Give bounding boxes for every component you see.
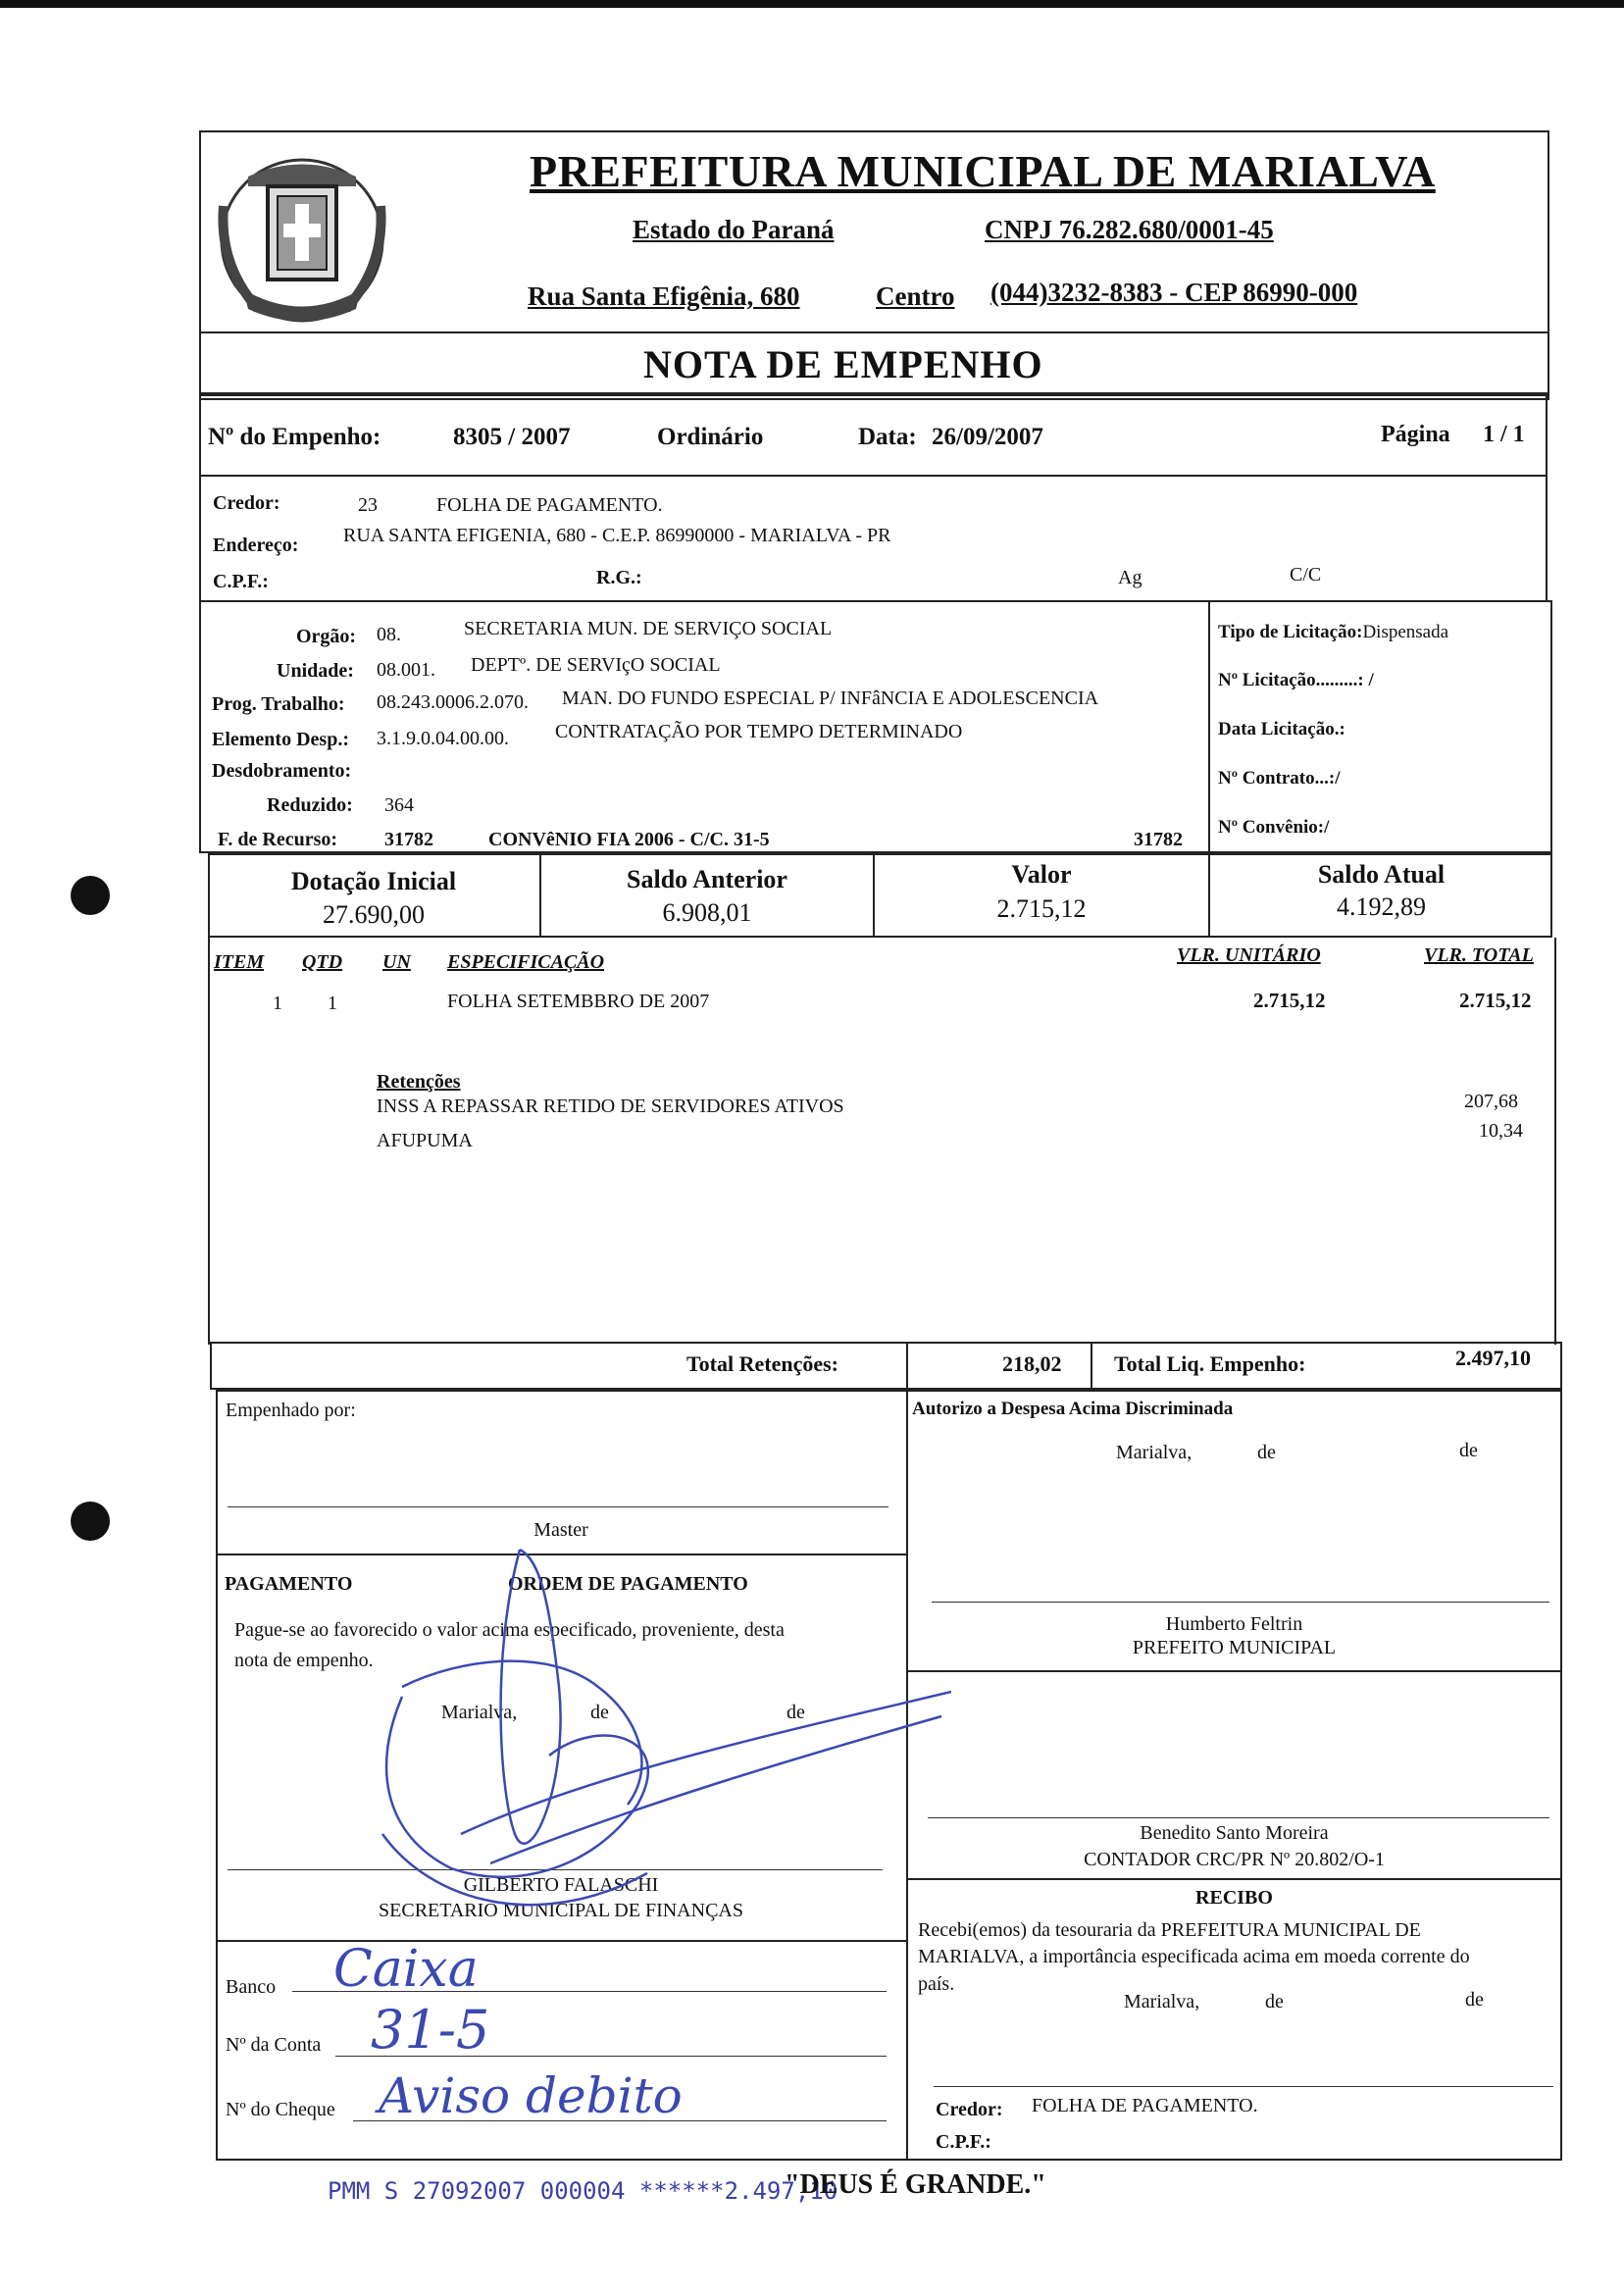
retencao-value: 207,68 — [1464, 1091, 1518, 1112]
pagamento-de-2: de — [787, 1702, 805, 1723]
empenho-number-label: Nº do Empenho: — [208, 424, 381, 450]
col-item: ITEM — [214, 951, 265, 973]
phone-cep-label: (044)3232-8383 - CEP 86990-000 — [990, 278, 1358, 307]
col-unit-price: VLR. UNITÁRIO — [1177, 944, 1321, 966]
orgao-code: 08. — [377, 624, 401, 645]
credor-name: FOLHA DE PAGAMENTO. — [436, 494, 663, 516]
conta-label: Nº da Conta — [226, 2034, 322, 2056]
recurso-code-2: 31782 — [1134, 829, 1183, 850]
contrato-number: Nº Contrato...:/ — [1218, 768, 1341, 789]
prog-name: MAN. DO FUNDO ESPECIAL P/ INFâNCIA E ADOLESCENCIA — [562, 688, 1099, 709]
motto: "DEUS É GRANDE." — [785, 2169, 1046, 2200]
dotacao-inicial-value: 27.690,00 — [323, 900, 425, 929]
recibo-text-3: país. — [918, 1973, 955, 1995]
pagamento-text-1: Pague-se ao favorecido o valor acima especificado, proveniente, desta — [234, 1619, 785, 1641]
col-qtd: QTD — [302, 951, 343, 973]
valor-value: 2.715,12 — [996, 894, 1087, 923]
credor-code: 23 — [358, 494, 378, 516]
elemento-label: Elemento Desp.: — [212, 729, 349, 750]
dotacao-inicial-label: Dotação Inicial — [290, 867, 457, 895]
recibo-title: RECIBO — [1195, 1887, 1273, 1909]
ordem-pagamento-title: ORDEM DE PAGAMENTO — [508, 1573, 748, 1595]
convenio-number: Nº Convênio:/ — [1218, 817, 1330, 838]
item-total: 2.715,12 — [1459, 989, 1532, 1012]
divider — [199, 331, 1548, 333]
recurso-label: F. de Recurso: — [218, 829, 338, 850]
reduzido-label: Reduzido: — [267, 794, 353, 816]
reduzido-value: 364 — [384, 794, 414, 816]
banco-handwritten: Caixa — [333, 1940, 479, 1999]
retencao-value: 10,34 — [1479, 1120, 1523, 1142]
autorizo-label: Autorizo a Despesa Acima Discriminada — [912, 1399, 1234, 1419]
rg-label: R.G.: — [596, 567, 642, 588]
cpf-label: C.P.F.: — [213, 571, 269, 592]
contador-role: CONTADOR CRC/PR Nº 20.802/O-1 — [1084, 1849, 1385, 1870]
pagamento-title: PAGAMENTO — [225, 1573, 353, 1595]
licitacao-date: Data Licitação.: — [1218, 719, 1345, 739]
recibo-de-2: de — [1465, 1989, 1484, 2011]
secretario-name: GILBERTO FALASCHI — [463, 1874, 659, 1896]
divider — [906, 1878, 1562, 1880]
orgao-label: Orgão: — [296, 626, 357, 647]
scan-top-border — [0, 0, 1624, 8]
valor-label: Valor — [1011, 860, 1072, 889]
signature-line — [228, 1506, 888, 1507]
licitacao-number: Nº Licitação.........: / — [1218, 670, 1374, 690]
desdobramento-label: Desdobramento: — [212, 760, 352, 782]
divider — [1208, 600, 1210, 853]
recibo-text-2: MARIALVA, a importância especificada acima em moeda corrente do — [918, 1946, 1470, 1967]
autorizo-de-2: de — [1459, 1440, 1478, 1461]
recibo-credor-label: Credor: — [936, 2099, 1003, 2120]
signature-line — [934, 2086, 1553, 2087]
signature-line — [932, 1602, 1549, 1603]
autorizo-place: Marialva, — [1116, 1442, 1193, 1463]
retencoes-title: Retenções — [377, 1071, 461, 1093]
empenho-date: 26/09/2007 — [932, 424, 1043, 450]
pagamento-place: Marialva, — [441, 1702, 518, 1723]
prog-code: 08.243.0006.2.070. — [377, 691, 529, 713]
divider — [906, 1342, 908, 1390]
pagamento-de-1: de — [590, 1702, 609, 1723]
cheque-label: Nº do Cheque — [226, 2099, 335, 2120]
punch-hole — [71, 876, 110, 915]
credor-label: Credor: — [213, 492, 280, 514]
totals-box — [210, 1342, 1562, 1390]
district-label: Centro — [876, 281, 955, 311]
autorizo-de-1: de — [1257, 1442, 1276, 1463]
col-spec: ESPECIFICAÇÃO — [447, 951, 605, 973]
ag-label: Ag — [1118, 567, 1142, 588]
retencao-desc: INSS A REPASSAR RETIDO DE SERVIDORES ATIVOS — [377, 1096, 844, 1117]
licitacao-type — [1218, 622, 1448, 643]
total-liq-label: Total Liq. Empenho: — [1114, 1351, 1306, 1376]
cc-label: C/C — [1290, 564, 1322, 586]
recibo-credor: FOLHA DE PAGAMENTO. — [1032, 2095, 1258, 2116]
contador-name: Benedito Santo Moreira — [1140, 1822, 1329, 1844]
address-label: Endereço: — [213, 535, 299, 556]
unidade-code: 08.001. — [377, 659, 435, 681]
elemento-code: 3.1.9.0.04.00.00. — [377, 728, 509, 749]
recibo-place: Marialva, — [1124, 1991, 1200, 2013]
prefeito-role: PREFEITO MUNICIPAL — [1132, 1637, 1337, 1658]
saldo-atual-value: 4.192,89 — [1337, 892, 1426, 921]
prog-label: Prog. Trabalho: — [212, 693, 345, 715]
municipal-coat-of-arms — [209, 147, 395, 333]
municipality-title: PREFEITURA MUNICIPAL DE MARIALVA — [530, 146, 1436, 196]
item-number: 1 — [273, 993, 282, 1014]
recibo-text-1: Recebi(emos) da tesouraria da PREFEITURA MUNICIPAL DE — [918, 1919, 1421, 1941]
page-number: 1 / 1 — [1483, 422, 1525, 447]
item-unit-price: 2.715,12 — [1253, 989, 1326, 1012]
secretario-role: SECRETARIO MUNICIPAL DE FINANÇAS — [379, 1900, 743, 1921]
document-title: NOTA DE EMPENHO — [643, 342, 1043, 386]
conta-handwritten: 31-5 — [371, 1999, 490, 2061]
saldo-anterior-value: 6.908,01 — [662, 898, 752, 927]
total-liq-value: 2.497,10 — [1455, 1346, 1531, 1370]
empenho-number: 8305 / 2007 — [453, 424, 571, 450]
state-label: Estado do Paraná — [633, 215, 835, 244]
recurso-name: CONVêNIO FIA 2006 - C/C. 31-5 — [488, 829, 770, 850]
saldo-anterior-label: Saldo Anterior — [627, 865, 787, 893]
prefeito-name: Humberto Feltrin — [1165, 1613, 1303, 1635]
elemento-name: CONTRATAÇÃO POR TEMPO DETERMINADO — [555, 721, 963, 742]
saldo-atual-label: Saldo Atual — [1317, 860, 1446, 889]
divider — [216, 1940, 906, 1942]
licitacao-type-value: Dispensada — [1362, 622, 1449, 642]
payment-stamp: PMM S 27092007 000004 ******2.497,10 — [328, 2177, 838, 2205]
handwritten-signature — [343, 1540, 951, 1932]
banco-label: Banco — [226, 1976, 277, 1998]
empenhado-signer: Master — [533, 1519, 588, 1541]
credor-address: RUA SANTA EFIGENIA, 680 - C.E.P. 86990000 - MARIALVA - PR — [343, 525, 891, 546]
empenhado-label: Empenhado por: — [226, 1400, 356, 1421]
licitacao-type-label: Tipo de Licitação: — [1218, 622, 1363, 642]
total-retencoes-label: Total Retenções: — [686, 1351, 838, 1376]
recibo-cpf-label: C.P.F.: — [936, 2131, 991, 2153]
recurso-code: 31782 — [384, 829, 433, 850]
retencao-desc: AFUPUMA — [377, 1130, 473, 1151]
unidade-label: Unidade: — [277, 660, 354, 682]
item-qtd: 1 — [328, 993, 337, 1014]
recibo-de-1: de — [1265, 1991, 1284, 2013]
pagamento-text-2: nota de empenho. — [234, 1650, 374, 1671]
page-label: Página — [1381, 422, 1450, 447]
empenho-type: Ordinário — [657, 424, 764, 450]
address-label: Rua Santa Efigênia, 680 — [528, 281, 800, 311]
col-total: VLR. TOTAL — [1424, 944, 1534, 966]
empenho-date-label: Data: — [858, 424, 917, 450]
orgao-name: SECRETARIA MUN. DE SERVIÇO SOCIAL — [464, 618, 833, 639]
col-un: UN — [382, 951, 411, 973]
divider — [1091, 1342, 1092, 1390]
signature-line — [928, 1817, 1549, 1818]
divider — [906, 1670, 1562, 1672]
unidade-name: DEPTº. DE SERVIçO SOCIAL — [471, 654, 721, 676]
cheque-handwritten: Aviso debito — [379, 2067, 683, 2124]
total-retencoes-value: 218,02 — [1002, 1351, 1062, 1376]
item-spec: FOLHA SETEMBBRO DE 2007 — [447, 991, 710, 1012]
punch-hole — [71, 1502, 110, 1541]
cnpj-label: CNPJ 76.282.680/0001-45 — [985, 215, 1274, 244]
